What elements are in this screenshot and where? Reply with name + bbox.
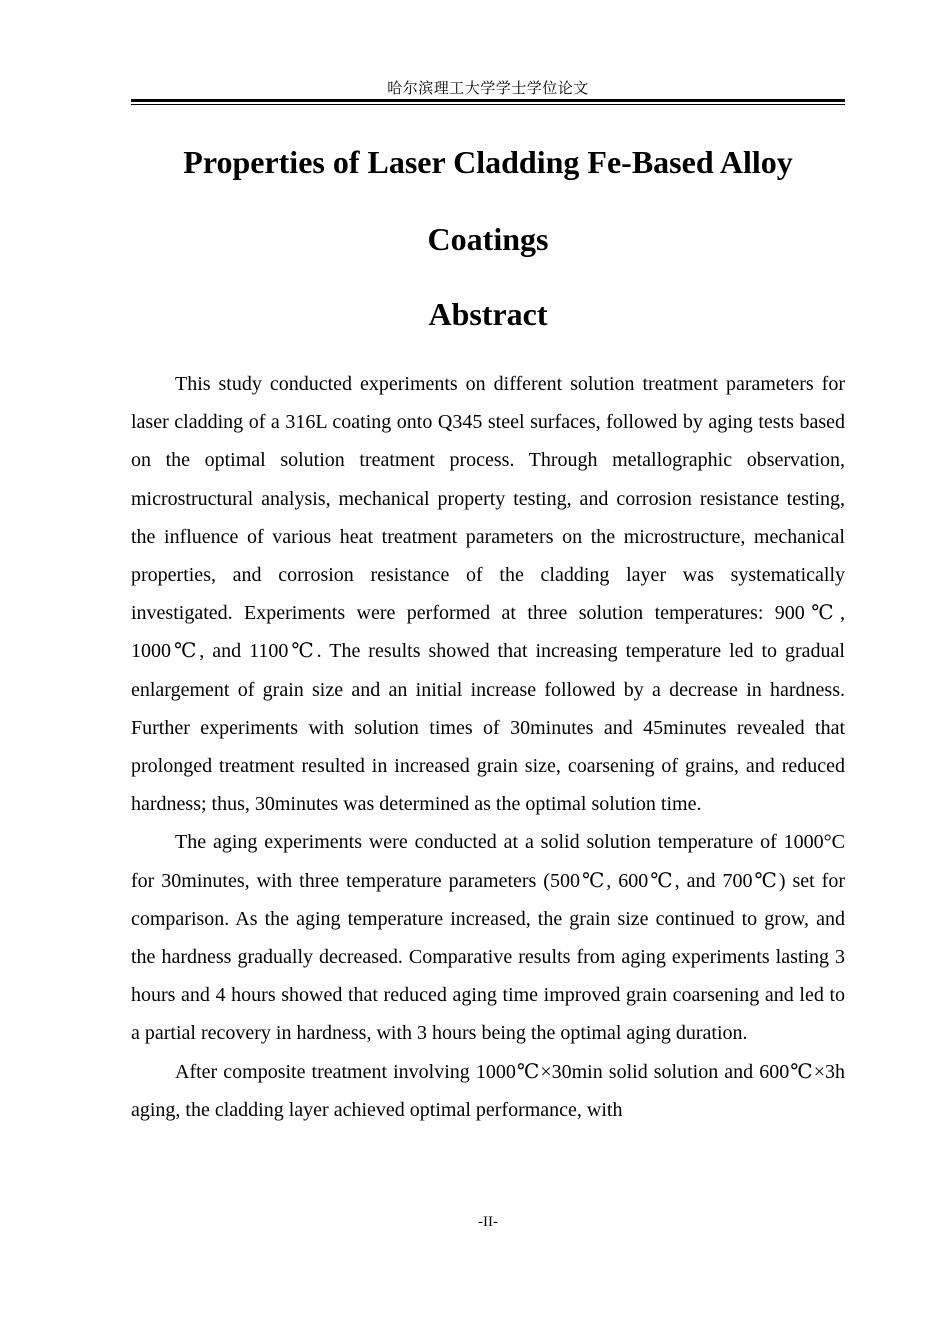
header-rule-thick xyxy=(131,99,845,102)
abstract-heading: Abstract xyxy=(428,296,548,332)
paper-title-line-2: Coatings xyxy=(427,221,549,257)
header-rule-thin xyxy=(131,104,845,105)
running-header: 哈尔滨理工大学学士学位论文 xyxy=(387,79,589,97)
abstract-paragraph-2: The aging experiments were conducted at a solid solution temperature of 1000°C for 30minutes, with three temperature parameters (500℃, 600℃, and 700℃) set for comparison. As the aging temperature increased, the grain size continued to grow, and the hardness gradually decreased. Comparative results from aging experiments lasting 3 hours and 4 hours showed that reduced aging time improved grain coarsening and led to a partial recovery in hardness, with 3 hours being the optimal aging duration. xyxy=(131,831,845,1045)
paper-title-line-1: Properties of Laser Cladding Fe-Based Alloy xyxy=(183,144,793,180)
abstract-paragraph-1: This study conducted experiments on different solution treatment parameters for laser cladding of a 316L coating onto Q345 steel surfaces, followed by aging tests based on the optimal solution treatment process. Through metallographic observation, microstructural analysis, mechanical property testing, and corrosion resistance testing, the influence of various heat treatment parameters on the microstructure, mechanical properties, and corrosion resistance of the cladding layer was systematically investigated. Experiments were performed at three solution temperatures: 900℃, 1000℃, and 1100℃. The results showed that increasing temperature led to gradual enlargement of grain size and an initial increase followed by a decrease in hardness. Further experiments with solution times of 30minutes and 45minutes revealed that prolonged treatment resulted in increased grain size, coarsening of grains, and reduced hardness; thus, 30minutes was determined as the optimal solution time. xyxy=(131,373,845,816)
page-number: -II- xyxy=(478,1214,498,1230)
abstract-body xyxy=(131,365,845,1129)
abstract-paragraph-3: After composite treatment involving 1000℃×30min solid solution and 600℃×3h aging, the cladding layer achieved optimal performance, with xyxy=(131,1060,845,1121)
document-page xyxy=(131,0,845,1342)
paper-title xyxy=(131,124,845,278)
